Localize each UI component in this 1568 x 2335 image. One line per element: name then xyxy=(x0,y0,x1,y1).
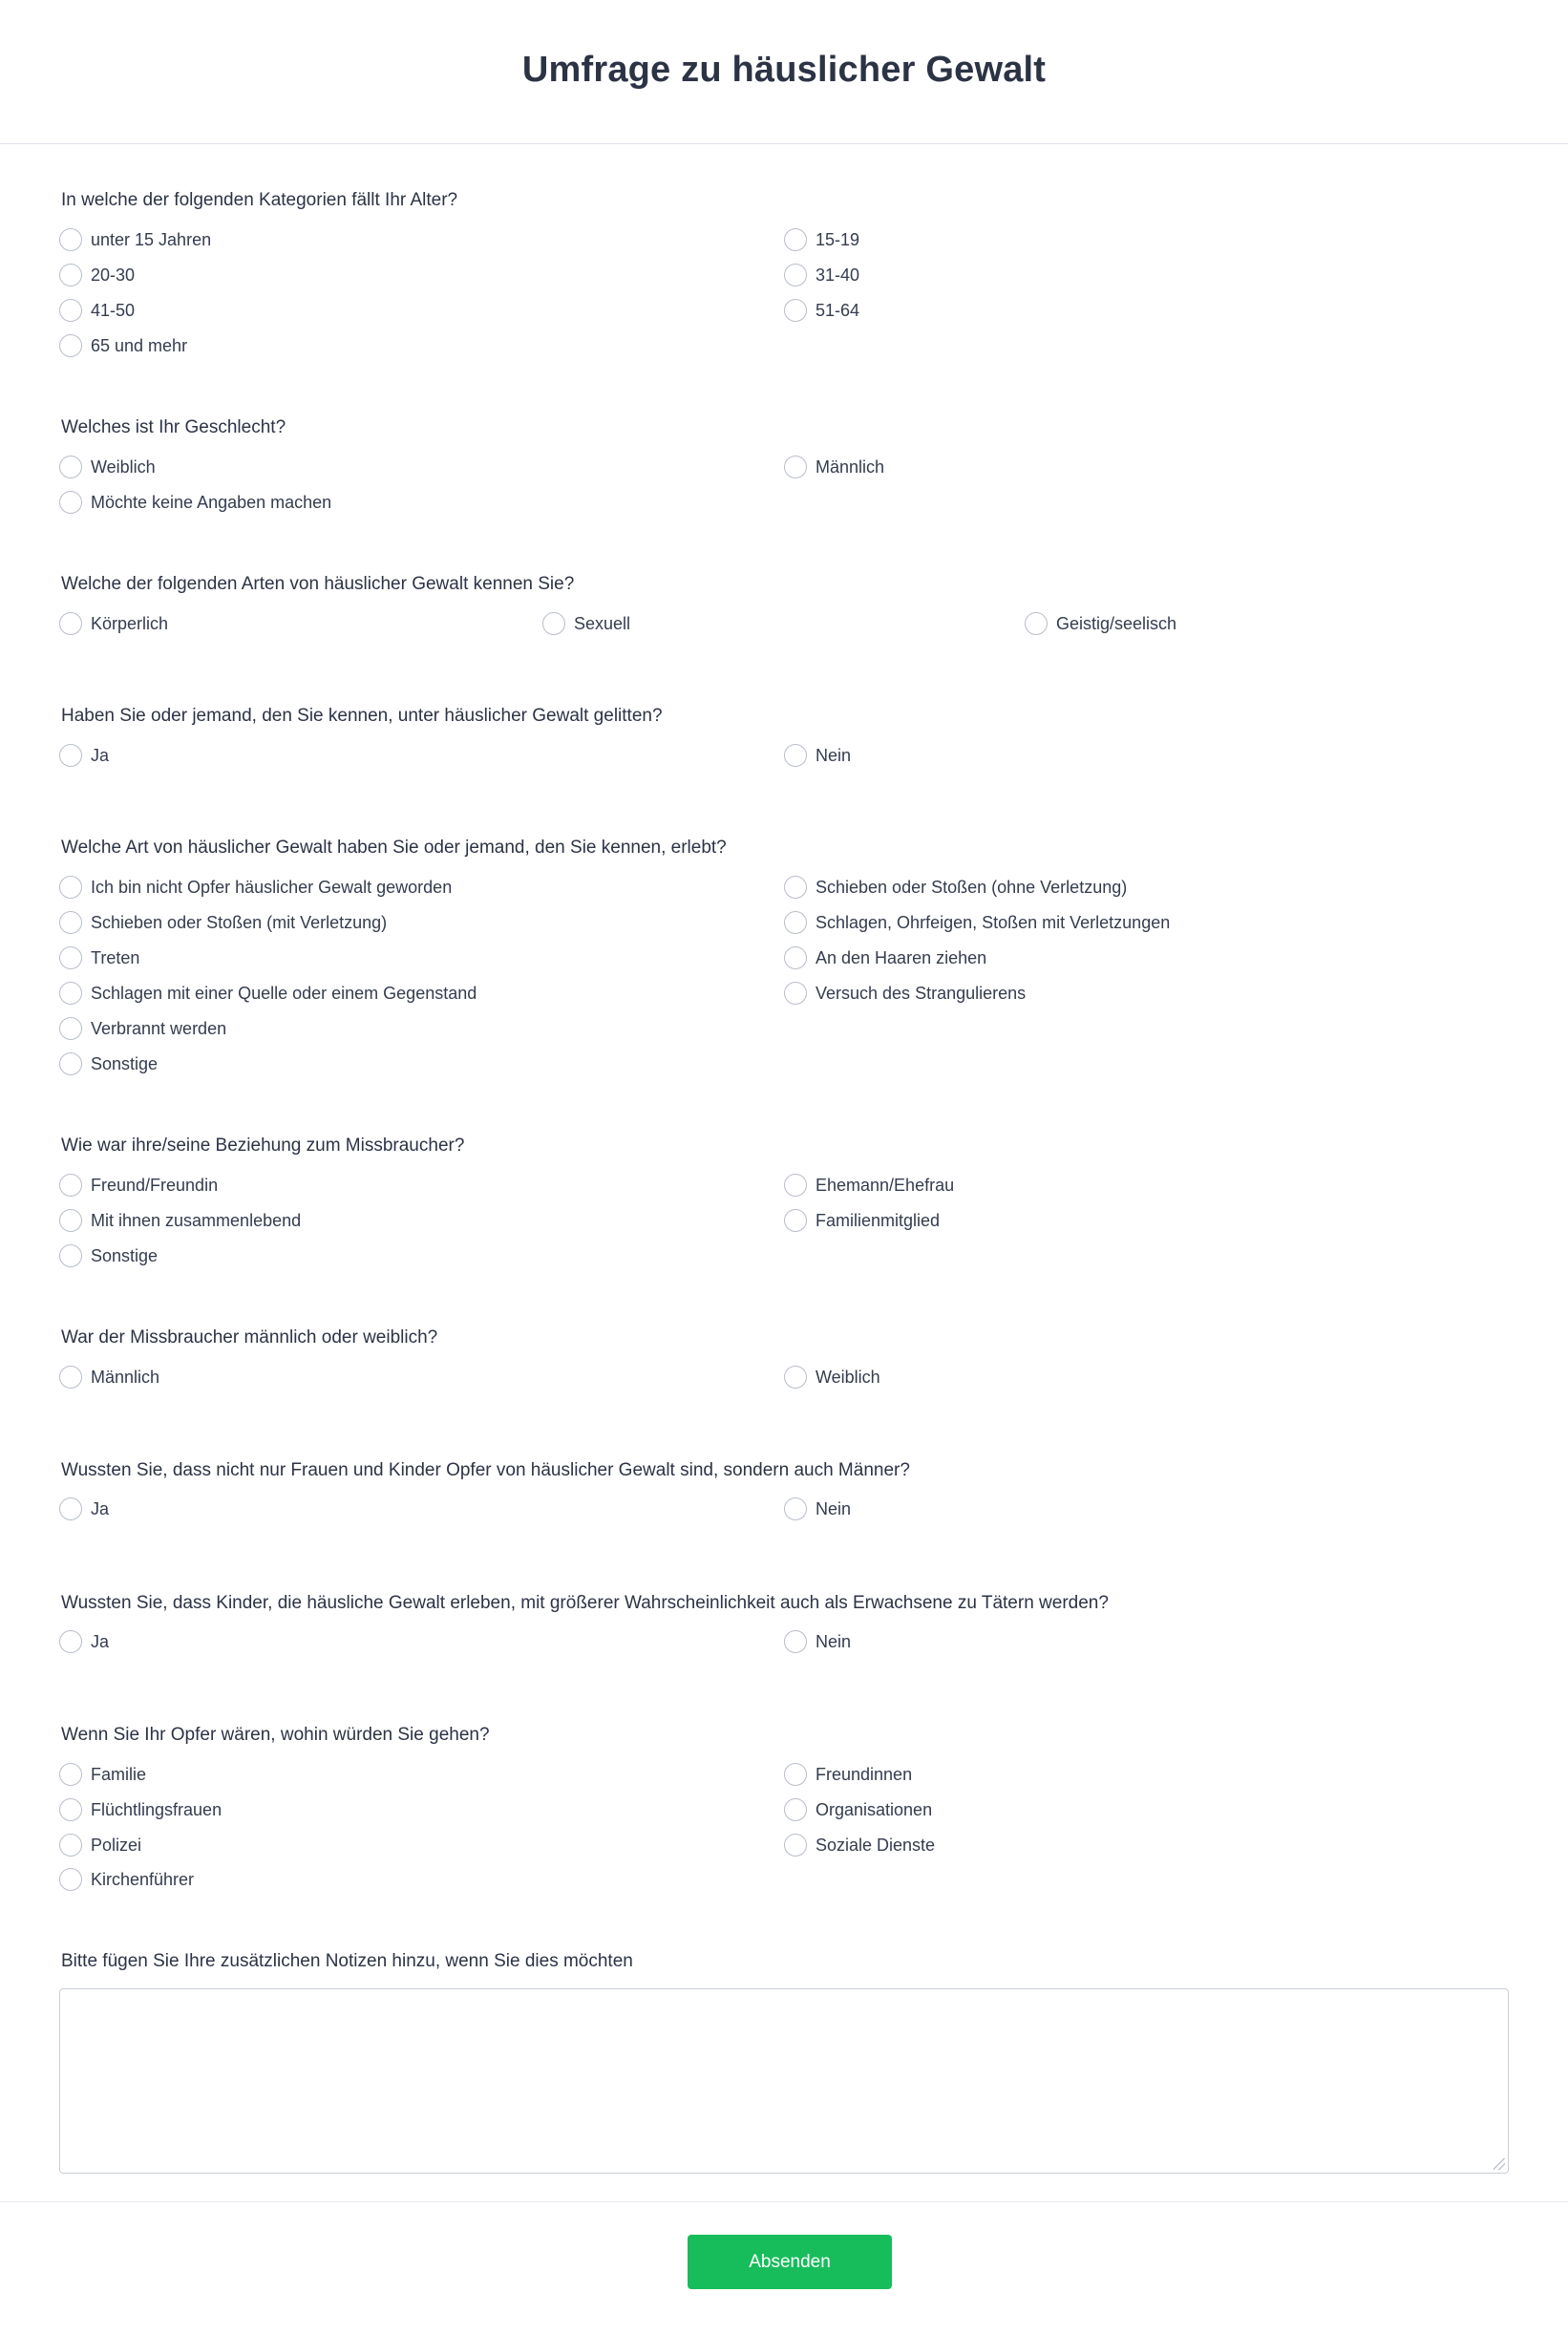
radio-option[interactable]: Freund/Freundin xyxy=(59,1173,218,1198)
radio-option[interactable]: Treten xyxy=(59,945,139,970)
radio-option[interactable]: Schlagen mit einer Quelle oder einem Gegenstand xyxy=(59,981,477,1006)
radio-option[interactable]: Sexuell xyxy=(542,611,630,636)
radio-option[interactable]: Versuch des Strangulierens xyxy=(784,981,1026,1006)
radio-option[interactable]: Möchte keine Angaben machen xyxy=(59,490,331,515)
radio-option[interactable]: Organisationen xyxy=(784,1797,932,1822)
radio-button[interactable] xyxy=(59,491,82,514)
question-abuser-gender-label: War der Missbraucher männlich oder weiblich? xyxy=(61,1327,438,1348)
radio-button[interactable] xyxy=(1025,612,1048,635)
radio-button[interactable] xyxy=(542,612,565,635)
radio-button[interactable] xyxy=(59,1174,82,1197)
radio-button[interactable] xyxy=(59,299,82,322)
radio-button[interactable] xyxy=(784,744,807,767)
notes-label: Bitte fügen Sie Ihre zusätzlichen Notizen hinzu, wenn Sie dies möchten xyxy=(61,1951,633,1971)
radio-button[interactable] xyxy=(59,1052,82,1075)
radio-button[interactable] xyxy=(784,1763,807,1786)
radio-button[interactable] xyxy=(784,946,807,969)
radio-option[interactable]: Geistig/seelisch xyxy=(1025,611,1176,636)
radio-button[interactable] xyxy=(59,1868,82,1891)
radio-option[interactable]: 15-19 xyxy=(784,227,859,252)
radio-button[interactable] xyxy=(59,334,82,357)
radio-button[interactable] xyxy=(784,1834,807,1857)
radio-button[interactable] xyxy=(784,911,807,934)
radio-button[interactable] xyxy=(59,1497,82,1520)
radio-button[interactable] xyxy=(784,1798,807,1821)
radio-button[interactable] xyxy=(59,228,82,251)
radio-option[interactable]: Polizei xyxy=(59,1833,141,1857)
radio-button[interactable] xyxy=(59,264,82,287)
radio-option[interactable]: Schlagen, Ohrfeigen, Stoßen mit Verletzungen xyxy=(784,910,1170,935)
radio-button[interactable] xyxy=(59,911,82,934)
radio-option[interactable]: Körperlich xyxy=(59,611,168,636)
radio-option[interactable]: Soziale Dienste xyxy=(784,1833,935,1857)
question-age-label: In welche der folgenden Kategorien fällt Ihr Alter? xyxy=(61,190,458,210)
submit-button[interactable]: Absenden xyxy=(688,2235,892,2289)
radio-option[interactable]: Weiblich xyxy=(59,455,156,479)
radio-option[interactable]: Ich bin nicht Opfer häuslicher Gewalt geworden xyxy=(59,875,452,900)
radio-option[interactable]: 65 und mehr xyxy=(59,333,187,358)
radio-button[interactable] xyxy=(59,946,82,969)
radio-option[interactable]: Sonstige xyxy=(59,1243,158,1268)
radio-option[interactable]: Ja xyxy=(59,743,109,768)
radio-button[interactable] xyxy=(59,1630,82,1653)
radio-option[interactable]: Familie xyxy=(59,1762,146,1787)
radio-button[interactable] xyxy=(784,1366,807,1389)
question-experienced-type-label: Welche Art von häuslicher Gewalt haben Sie oder jemand, den Sie kennen, erlebt? xyxy=(61,838,727,858)
question-violence-types-label: Welche der folgenden Arten von häuslicher Gewalt kennen Sie? xyxy=(61,574,575,594)
radio-button[interactable] xyxy=(59,1017,82,1040)
question-men-victims-label: Wussten Sie, dass nicht nur Frauen und Kinder Opfer von häuslicher Gewalt sind, sondern auch Männer? xyxy=(61,1460,910,1480)
radio-button[interactable] xyxy=(59,612,82,635)
radio-option[interactable]: Ehemann/Ehefrau xyxy=(784,1173,954,1198)
radio-option[interactable]: 51-64 xyxy=(784,298,859,323)
radio-button[interactable] xyxy=(59,744,82,767)
radio-option[interactable]: Mit ihnen zusammenlebend xyxy=(59,1208,301,1233)
radio-option[interactable]: Verbrannt werden xyxy=(59,1016,226,1041)
radio-option[interactable]: Männlich xyxy=(59,1365,159,1390)
radio-option[interactable]: Nein xyxy=(784,743,851,768)
question-where-to-go-label: Wenn Sie Ihr Opfer wären, wohin würden Sie gehen? xyxy=(61,1725,490,1745)
radio-button[interactable] xyxy=(784,228,807,251)
radio-option[interactable]: Freundinnen xyxy=(784,1762,912,1787)
form-title: Umfrage zu häuslicher Gewalt xyxy=(521,50,1047,90)
radio-button[interactable] xyxy=(784,299,807,322)
question-relationship-label: Wie war ihre/seine Beziehung zum Missbraucher? xyxy=(61,1136,465,1156)
radio-button[interactable] xyxy=(59,1244,82,1267)
radio-option[interactable]: Familienmitglied xyxy=(784,1208,940,1233)
radio-button[interactable] xyxy=(784,876,807,899)
radio-option[interactable]: 20-30 xyxy=(59,263,135,287)
radio-option[interactable]: Kirchenführer xyxy=(59,1867,194,1892)
radio-button[interactable] xyxy=(59,876,82,899)
radio-button[interactable] xyxy=(59,456,82,478)
radio-button[interactable] xyxy=(59,1763,82,1786)
radio-option[interactable]: Ja xyxy=(59,1629,109,1654)
radio-button[interactable] xyxy=(59,982,82,1005)
radio-option[interactable]: Schieben oder Stoßen (ohne Verletzung) xyxy=(784,875,1127,900)
radio-button[interactable] xyxy=(784,1209,807,1232)
radio-button[interactable] xyxy=(59,1798,82,1821)
radio-button[interactable] xyxy=(784,1497,807,1520)
radio-option[interactable]: Nein xyxy=(784,1497,851,1521)
form-header xyxy=(0,0,1568,144)
radio-option[interactable]: An den Haaren ziehen xyxy=(784,945,986,970)
notes-textarea[interactable] xyxy=(59,1988,1509,2174)
radio-button[interactable] xyxy=(784,264,807,287)
radio-option[interactable]: Flüchtlingsfrauen xyxy=(59,1797,222,1822)
radio-button[interactable] xyxy=(784,456,807,478)
radio-button[interactable] xyxy=(59,1366,82,1389)
question-children-label: Wussten Sie, dass Kinder, die häusliche Gewalt erleben, mit größerer Wahrscheinlichkeit auch als Erwachsene zu Tätern werden? xyxy=(61,1593,1109,1613)
resize-handle-icon[interactable] xyxy=(1494,2158,1505,2170)
radio-option[interactable]: Männlich xyxy=(784,455,884,479)
radio-button[interactable] xyxy=(784,1174,807,1197)
radio-button[interactable] xyxy=(59,1209,82,1232)
radio-option[interactable]: Ja xyxy=(59,1497,109,1521)
radio-option[interactable]: 31-40 xyxy=(784,263,859,287)
radio-option[interactable]: unter 15 Jahren xyxy=(59,227,211,252)
question-gender-label: Welches ist Ihr Geschlecht? xyxy=(61,417,286,437)
radio-option[interactable]: Nein xyxy=(784,1629,851,1654)
radio-option[interactable]: Sonstige xyxy=(59,1051,158,1076)
radio-button[interactable] xyxy=(784,982,807,1005)
radio-option[interactable]: Schieben oder Stoßen (mit Verletzung) xyxy=(59,910,387,935)
radio-button[interactable] xyxy=(784,1630,807,1653)
question-suffered-label: Haben Sie oder jemand, den Sie kennen, unter häuslicher Gewalt gelitten? xyxy=(61,706,663,726)
radio-button[interactable] xyxy=(59,1834,82,1857)
radio-option[interactable]: 41-50 xyxy=(59,298,135,323)
radio-option[interactable]: Weiblich xyxy=(784,1365,880,1390)
